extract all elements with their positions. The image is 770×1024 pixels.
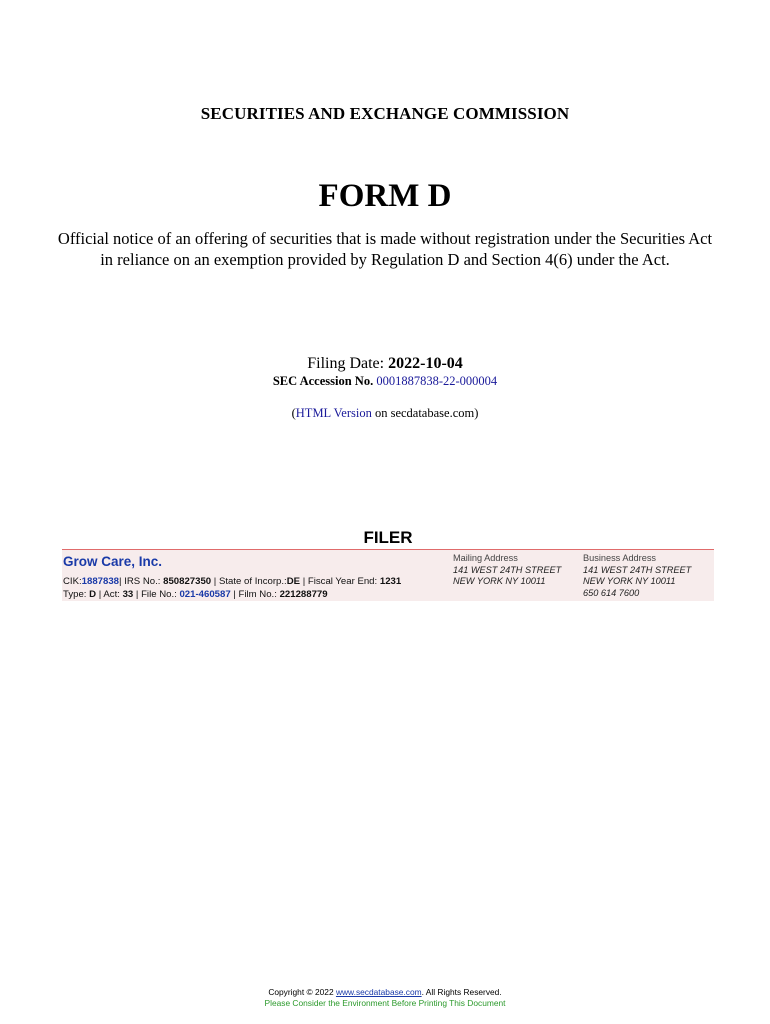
state-value: DE — [286, 576, 301, 587]
environment-note: Please Consider the Environment Before Printing This Document — [264, 998, 506, 1008]
filer-identifiers — [63, 576, 401, 587]
file-no-link[interactable]: 021-460587 — [179, 589, 231, 600]
accession-link[interactable]: 0001887838-22-000004 — [376, 374, 498, 388]
filing-date — [0, 355, 770, 373]
type-value: D — [89, 589, 97, 600]
business-address-line1: 141 WEST 24TH STREET — [583, 564, 692, 575]
business-phone: 650 614 7600 — [583, 587, 640, 598]
copyright-line — [0, 987, 770, 998]
filing-date-value: 2022-10-04 — [388, 355, 463, 372]
film-no-value: 221288779 — [279, 589, 328, 600]
company-name-link[interactable]: Grow Care, Inc. — [63, 554, 163, 569]
html-version-link[interactable]: HTML Version — [295, 406, 372, 420]
fiscal-year-value: 1231 — [379, 576, 402, 587]
copyright-prefix: Copyright © 2022 — [268, 987, 336, 997]
business-address-line2: NEW YORK NY 10011 — [583, 576, 676, 587]
film-no-label: | Film No.: — [230, 589, 280, 600]
mailing-address-header: Mailing Address — [453, 553, 518, 563]
business-address-header: Business Address — [583, 553, 657, 563]
filer-heading: FILER — [363, 528, 413, 547]
html-open-paren: ( — [291, 406, 296, 420]
type-label: Type: — [63, 589, 90, 600]
irs-label: | IRS No.: — [119, 576, 164, 587]
official-notice: Official notice of an offering of securities that is made without registration under the Securities Act in reliance on an exemption provided by Regulation D and Section 4(6) under the Act. — [57, 229, 713, 269]
form-title: FORM D — [318, 178, 452, 214]
accession-label: SEC Accession No. — [272, 374, 374, 388]
irs-value: 850827350 — [163, 576, 212, 587]
act-value: 33 — [122, 589, 134, 600]
mailing-address-line2: NEW YORK NY 10011 — [453, 576, 546, 587]
state-label: | State of Incorp.: — [211, 576, 287, 587]
copyright-suffix: . All Rights Reserved. — [421, 987, 502, 997]
filer-filing-details — [63, 589, 328, 600]
fiscal-year-label: | Fiscal Year End: — [300, 576, 380, 587]
cik-link[interactable]: 1887838 — [81, 576, 120, 587]
html-version-note — [0, 406, 770, 421]
secdatabase-link[interactable]: www.secdatabase.com — [335, 987, 422, 997]
page-footer — [0, 987, 770, 1009]
file-no-label: | File No.: — [133, 589, 180, 600]
mailing-address — [453, 553, 561, 588]
mailing-address-line1: 141 WEST 24TH STREET — [453, 564, 562, 575]
commission-title: SECURITIES AND EXCHANGE COMMISSION — [200, 104, 570, 123]
accession-number — [0, 374, 770, 389]
cik-label: CIK: — [63, 576, 82, 587]
html-version-rest: on secdatabase.com) — [371, 406, 479, 420]
act-label: | Act: — [96, 589, 123, 600]
filer-info-box — [62, 550, 714, 601]
business-address — [583, 553, 691, 599]
filing-date-label: Filing Date: — [307, 355, 385, 372]
